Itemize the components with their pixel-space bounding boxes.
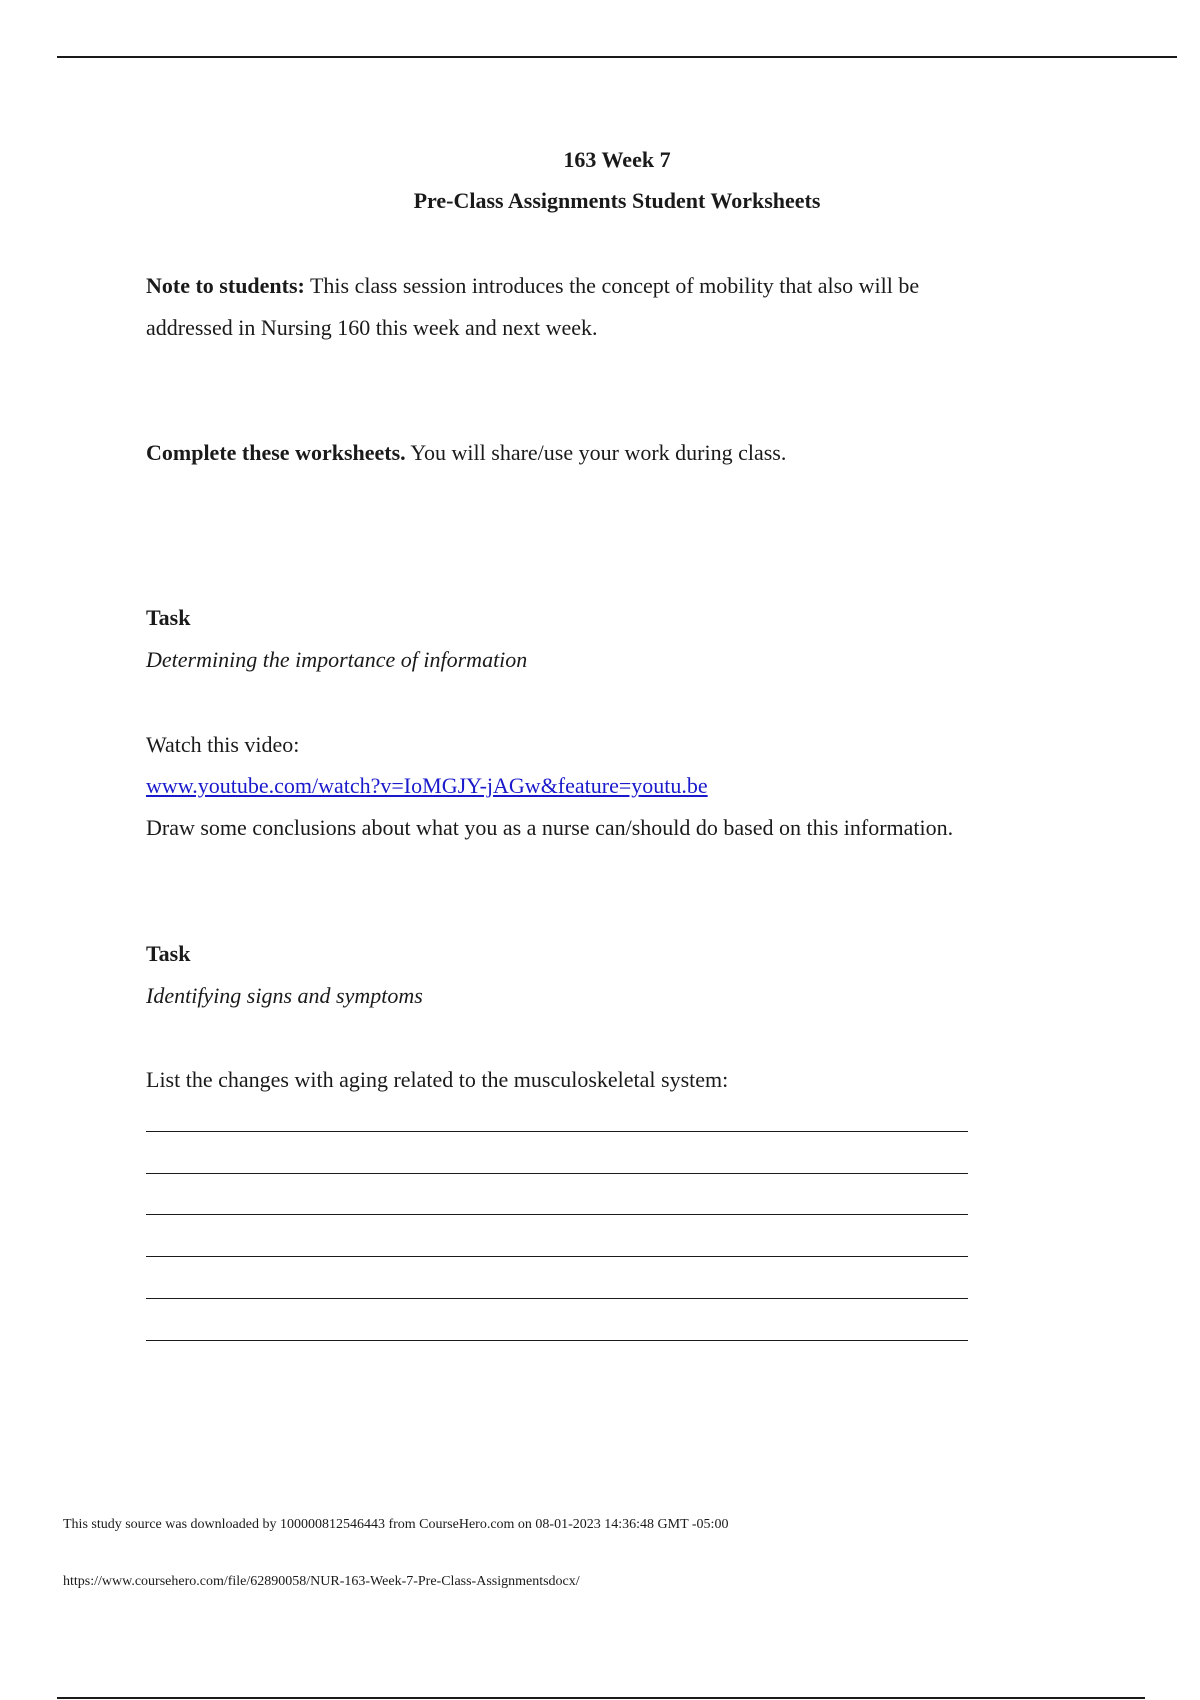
- complete-text: You will share/use your work during class.: [405, 440, 787, 465]
- source-notice: This study source was downloaded by 100000812546443 from CourseHero.com on 08-01-2023 14:36:48 GMT -05:00: [63, 1517, 729, 1532]
- task-1-watch-text: Watch this video:: [146, 732, 300, 757]
- task-1-instruction: Draw some conclusions about what you as a nurse can/should do based on this information.: [146, 815, 954, 840]
- answer-blank-line[interactable]: [146, 1214, 968, 1215]
- answer-blank-line[interactable]: [146, 1173, 968, 1174]
- answer-blank-line[interactable]: [146, 1131, 968, 1132]
- note-text-line-1: This class session introduces the concept of mobility that also will be: [304, 273, 920, 298]
- note-paragraph-line-1: [146, 272, 919, 300]
- source-url[interactable]: https://www.coursehero.com/file/62890058/NUR-163-Week-7-Pre-Class-Assignmentsdocx/: [63, 1574, 580, 1589]
- task-1-video-link-wrapper: [146, 772, 708, 800]
- complete-label: Complete these worksheets.: [146, 440, 406, 465]
- task-2-heading: Task: [146, 941, 191, 966]
- answer-blank-line[interactable]: [146, 1340, 968, 1341]
- note-label: Note to students:: [146, 273, 305, 298]
- task-1-subtitle: Determining the importance of information: [146, 647, 528, 672]
- top-rule: [57, 56, 1177, 58]
- answer-blank-line[interactable]: [146, 1298, 968, 1299]
- task-1-heading: Task: [146, 605, 191, 630]
- task-2-subtitle: Identifying signs and symptoms: [146, 983, 423, 1008]
- video-link[interactable]: www.youtube.com/watch?v=IoMGJY-jAGw&feature=youtu.be: [146, 773, 708, 798]
- page-subtitle: Pre-Class Assignments Student Worksheets: [413, 188, 821, 213]
- bottom-rule: [57, 1697, 1145, 1699]
- note-text-line-2: addressed in Nursing 160 this week and next week.: [146, 315, 598, 340]
- task-2-prompt: List the changes with aging related to the musculoskeletal system:: [146, 1067, 729, 1092]
- page-title: 163 Week 7: [563, 147, 671, 172]
- complete-paragraph: [146, 439, 786, 467]
- answer-blank-line[interactable]: [146, 1256, 968, 1257]
